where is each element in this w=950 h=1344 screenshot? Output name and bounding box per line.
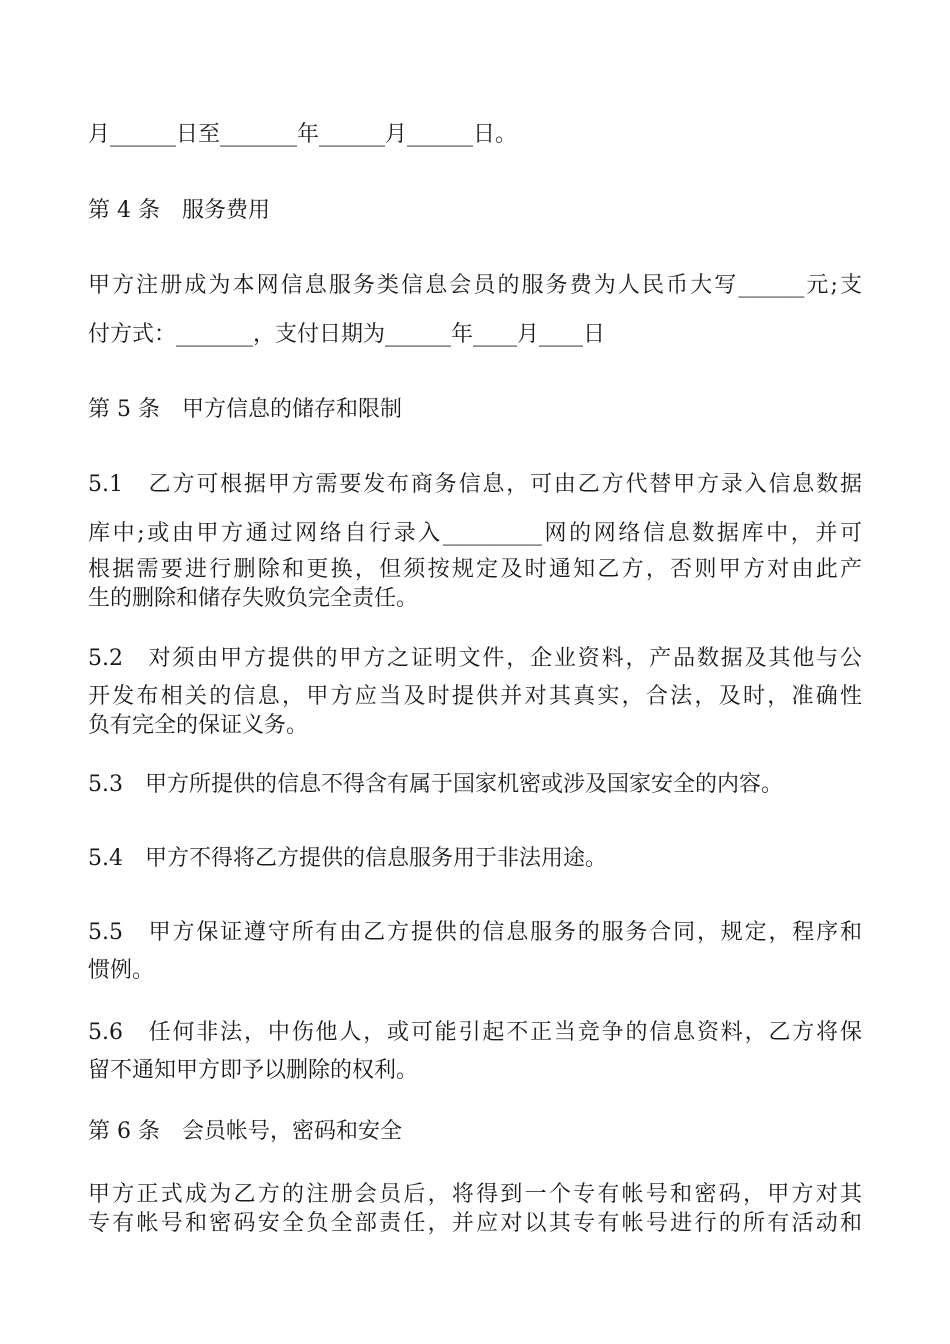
text-line: 专有帐号和密码安全负全部责任，并应对以其专有帐号进行的所有活动和 — [88, 1211, 862, 1236]
clause-line: 根据需要进行删除和更换，但须按规定及时通知乙方，否则甲方对由此产 — [88, 557, 862, 582]
text-line: 甲方正式成为乙方的注册会员后，将得到一个专有帐号和密码，甲方对其 — [88, 1182, 862, 1207]
text-line: 付方式：_______，支付日期为______年____月____日 — [88, 322, 606, 347]
text-line: 甲方注册成为本网信息服务类信息会员的服务费为人民币大写______元;支 — [88, 273, 862, 298]
clause-line: 生的删除和储存失败负完全责任。 — [88, 586, 419, 611]
clause-line: 负有完全的保证义务。 — [88, 713, 309, 738]
clause-line: 5.1 乙方可根据甲方需要发布商务信息，可由乙方代替甲方录入信息数据 — [88, 472, 862, 497]
clause-line: 5.3 甲方所提供的信息不得含有属于国家机密或涉及国家安全的内容。 — [88, 772, 783, 797]
section-heading: 第 6 条 会员帐号，密码和安全 — [88, 1119, 402, 1144]
section-heading: 第 4 条 服务费用 — [88, 198, 270, 223]
clause-line: 留不通知甲方即予以删除的权利。 — [88, 1058, 419, 1083]
clause-line: 库中;或由甲方通过网络自行录入_________网的网络信息数据库中，并可 — [88, 521, 862, 546]
clause-line: 5.4 甲方不得将乙方提供的信息服务用于非法用途。 — [88, 846, 607, 871]
text-line: 月______日至_______年______月______日。 — [88, 122, 518, 147]
clause-line: 5.2 对须由甲方提供的甲方之证明文件，企业资料，产品数据及其他与公 — [88, 646, 862, 671]
clause-line: 惯例。 — [88, 958, 155, 983]
section-heading: 第 5 条 甲方信息的储存和限制 — [88, 397, 402, 422]
clause-line: 5.5 甲方保证遵守所有由乙方提供的信息服务的服务合同，规定，程序和 — [88, 920, 862, 945]
clause-line: 5.6 任何非法，中伤他人，或可能引起不正当竞争的信息资料，乙方将保 — [88, 1020, 862, 1045]
clause-line: 开发布相关的信息，甲方应当及时提供并对其真实，合法，及时，准确性 — [88, 684, 862, 709]
